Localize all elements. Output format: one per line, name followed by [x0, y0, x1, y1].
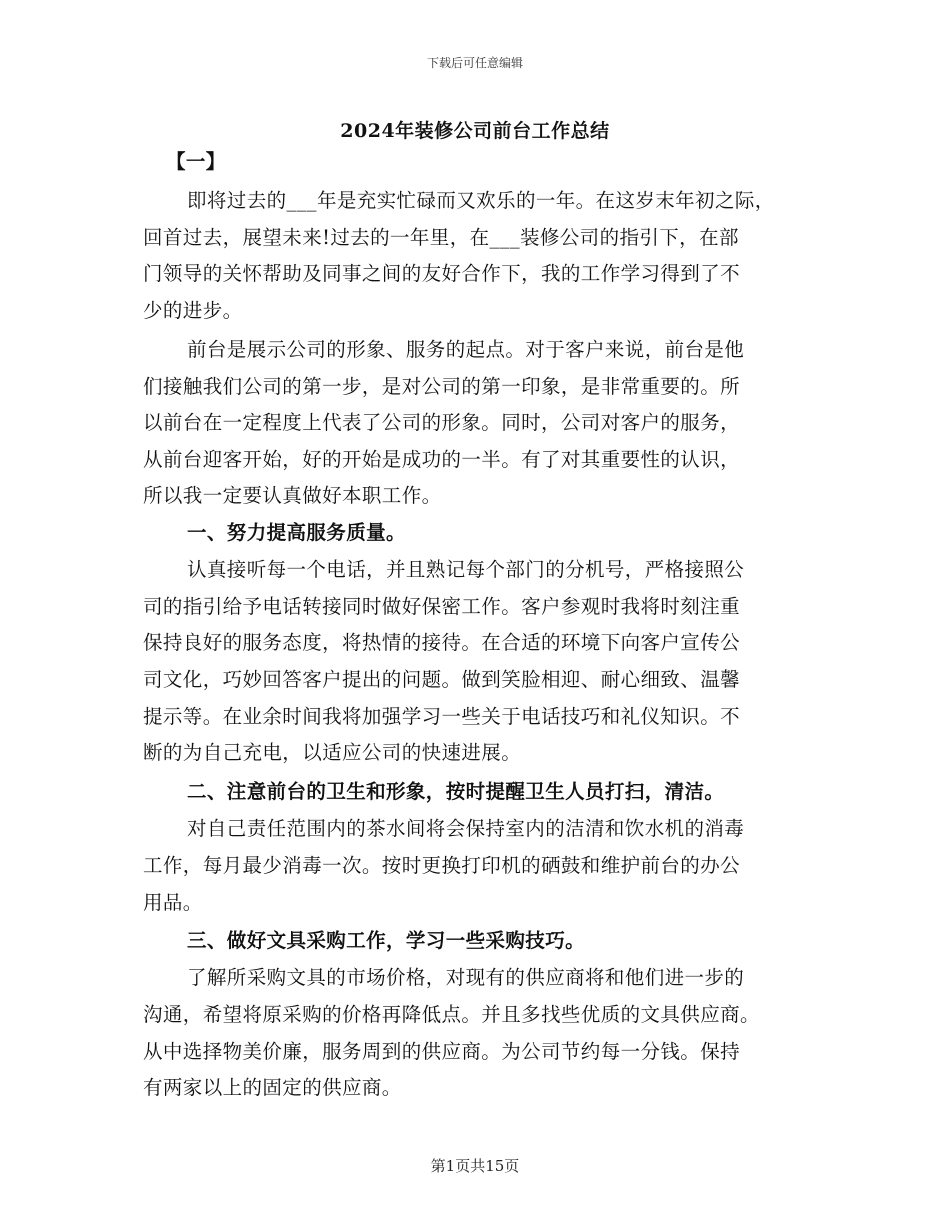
paragraph-line: 有两家以上的固定的供应商。 — [143, 1076, 402, 1099]
paragraph-line: 少的进步。 — [143, 299, 243, 322]
paragraph-line: 认真接听每一个电话，并且熟记每个部门的分机号，严格接照公 — [187, 558, 745, 581]
paragraph-line: 即将过去的___年是充实忙碌而又欢乐的一年。在这岁末年初之际， — [187, 189, 775, 212]
paragraph-line: 所以我一定要认真做好本职工作。 — [143, 484, 442, 507]
paragraph-line: 提示等。在业余时间我将加强学习一些关于电话技巧和礼仪知识。不 — [143, 705, 741, 728]
paragraph-line: 沟通，希望将原采购的价格再降低点。并且多找些优质的文具供应商。 — [143, 1003, 760, 1026]
paragraph-line: 司文化，巧妙回答客户提出的问题。做到笑脸相迎、耐心细致、温馨 — [143, 668, 741, 691]
paragraph-line: 以前台在一定程度上代表了公司的形象。同时，公司对客户的服务， — [143, 411, 741, 434]
page-number: 第1页共15页 — [430, 1157, 520, 1175]
header-note: 下载后可任意编辑 — [426, 56, 523, 70]
paragraph-line: 回首过去，展望未来!过去的一年里，在___装修公司的指引下，在部 — [143, 226, 739, 249]
section-heading: 一、努力提高服务质量。 — [187, 521, 406, 544]
paragraph-line: 对自己责任范围内的茶水间将会保持室内的洁清和饮水机的消毒 — [187, 817, 745, 840]
paragraph-line: 从前台迎客开始，好的开始是成功的一半。有了对其重要性的认识， — [143, 448, 741, 471]
paragraph-line: 工作，每月最少消毒一次。按时更换打印机的硒鼓和维护前台的办公 — [143, 854, 741, 877]
paragraph-line: 断的为自己充电，以适应公司的快速进展。 — [143, 741, 522, 764]
section-heading: 二、注意前台的卫生和形象，按时提醒卫生人员打扫，清洁。 — [187, 780, 725, 803]
paragraph-line: 从中选择物美价廉，服务周到的供应商。为公司节约每一分钱。保持 — [143, 1040, 741, 1063]
paragraph-line: 前台是展示公司的形象、服务的起点。对于客户来说，前台是他 — [187, 338, 745, 361]
paragraph-line: 用品。 — [143, 891, 203, 914]
document-title: 2024年装修公司前台工作总结 — [340, 120, 610, 142]
paragraph-line: 了解所采购文具的市场价格，对现有的供应商将和他们进一步的 — [187, 966, 745, 989]
paragraph-line: 保持良好的服务态度，将热情的接待。在合适的环境下向客户宣传公 — [143, 631, 741, 654]
section-heading: 三、做好文具采购工作，学习一些采购技巧。 — [187, 929, 586, 952]
section-mark: 【一】 — [166, 150, 226, 173]
paragraph-line: 们接触我们公司的第一步，是对公司的第一印象，是非常重要的。所 — [143, 375, 741, 398]
paragraph-line: 门领导的关怀帮助及同事之间的友好合作下，我的工作学习得到了不 — [143, 262, 741, 285]
paragraph-line: 司的指引给予电话转接同时做好保密工作。客户参观时我将时刻注重 — [143, 595, 741, 618]
